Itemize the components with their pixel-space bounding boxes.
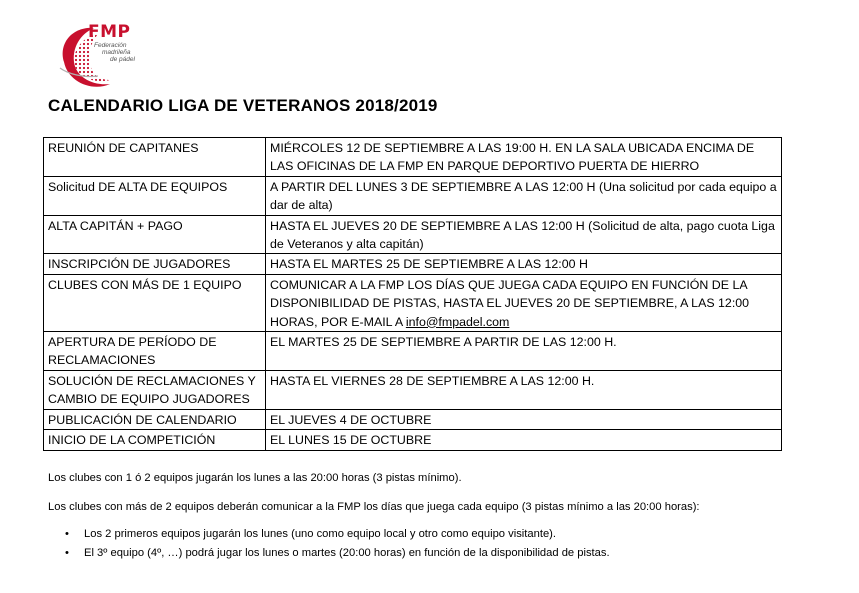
table-row bbox=[44, 430, 782, 450]
note-paragraph: Los clubes con más de 2 equipos deberán comunicar a la FMP los días que juega cada equipo (3 pistas mínimo a las 20:00 horas): bbox=[48, 501, 700, 513]
list-item-text: El 3º equipo (4º, …) podrá jugar los lunes o martes (20:00 horas) en función de la disponibilidad de pistas. bbox=[84, 547, 610, 559]
row-value: EL MARTES 25 DE SEPTIEMBRE A PARTIR DE LAS 12:00 H. bbox=[266, 332, 782, 371]
row-value: HASTA EL MARTES 25 DE SEPTIEMBRE A LAS 12:00 H bbox=[266, 254, 782, 274]
row-value: A PARTIR DEL LUNES 3 DE SEPTIEMBRE A LAS 12:00 H (Una solicitud por cada equipo a dar de alta) bbox=[266, 176, 782, 215]
logo-line2: madrileña bbox=[102, 49, 131, 56]
row-label: APERTURA DE PERÍODO DE RECLAMACIONES bbox=[44, 332, 266, 371]
email-link[interactable]: info@fmpadel.com bbox=[405, 314, 510, 329]
row-value-text: COMUNICAR A LA FMP LOS DÍAS QUE JUEGA CADA EQUIPO EN FUNCIÓN DE LA DISPONIBILIDAD DE PISTAS, HASTA EL JUEVES 20 DE SEPTIEMBRE, A LAS 12:00 HORAS, POR E-MAIL A bbox=[270, 277, 750, 329]
list-item-text: Los 2 primeros equipos jugarán los lunes (uno como equipo local y otro como equipo visitante). bbox=[84, 528, 557, 540]
logo-line3: de pádel bbox=[110, 56, 135, 63]
row-value: EL LUNES 15 DE OCTUBRE bbox=[266, 430, 782, 450]
row-value: EL JUEVES 4 DE OCTUBRE bbox=[266, 409, 782, 429]
table-row bbox=[44, 370, 782, 409]
table-row bbox=[44, 215, 782, 254]
page-title: CALENDARIO LIGA DE VETERANOS 2018/2019 bbox=[48, 96, 438, 115]
table-row bbox=[44, 254, 782, 274]
table-row bbox=[44, 176, 782, 215]
row-label: Solicitud DE ALTA DE EQUIPOS bbox=[44, 176, 266, 215]
note-paragraph: Los clubes con 1 ó 2 equipos jugarán los lunes a las 20:00 horas (3 pistas mínimo). bbox=[48, 472, 462, 484]
list-item bbox=[48, 527, 700, 542]
row-label: CLUBES CON MÁS DE 1 EQUIPO bbox=[44, 274, 266, 331]
note-list bbox=[48, 527, 700, 561]
row-value: MIÉRCOLES 12 DE SEPTIEMBRE A LAS 19:00 H. EN LA SALA UBICADA ENCIMA DE LAS OFICINAS DE LA FMP EN PARQUE DEPORTIVO PUERTA DE HIERRO bbox=[266, 138, 782, 177]
list-item bbox=[48, 546, 700, 561]
row-label: ALTA CAPITÁN + PAGO bbox=[44, 215, 266, 254]
notes-section bbox=[48, 471, 700, 565]
row-label: INICIO DE LA COMPETICIÓN bbox=[44, 430, 266, 450]
row-label: PUBLICACIÓN DE CALENDARIO bbox=[44, 409, 266, 429]
table-row bbox=[44, 274, 782, 331]
table-row bbox=[44, 332, 782, 371]
calendar-table bbox=[43, 137, 782, 451]
row-value bbox=[266, 274, 782, 331]
table-row bbox=[44, 138, 782, 177]
row-label: INSCRIPCIÓN DE JUGADORES bbox=[44, 254, 266, 274]
logo-line1: Federación bbox=[94, 42, 127, 49]
row-label: REUNIÓN DE CAPITANES bbox=[44, 138, 266, 177]
bullet-icon: • bbox=[65, 547, 69, 559]
row-label: SOLUCIÓN DE RECLAMACIONES Y CAMBIO DE EQUIPO JUGADORES bbox=[44, 370, 266, 409]
row-value: HASTA EL VIERNES 28 DE SEPTIEMBRE A LAS 12:00 H. bbox=[266, 370, 782, 409]
logo-abbr: FMP bbox=[88, 22, 131, 42]
bullet-icon: • bbox=[65, 528, 69, 540]
table-row bbox=[44, 409, 782, 429]
row-value: HASTA EL JUEVES 20 DE SEPTIEMBRE A LAS 12:00 H (Solicitud de alta, pago cuota Liga de Veteranos y alta capitán) bbox=[266, 215, 782, 254]
